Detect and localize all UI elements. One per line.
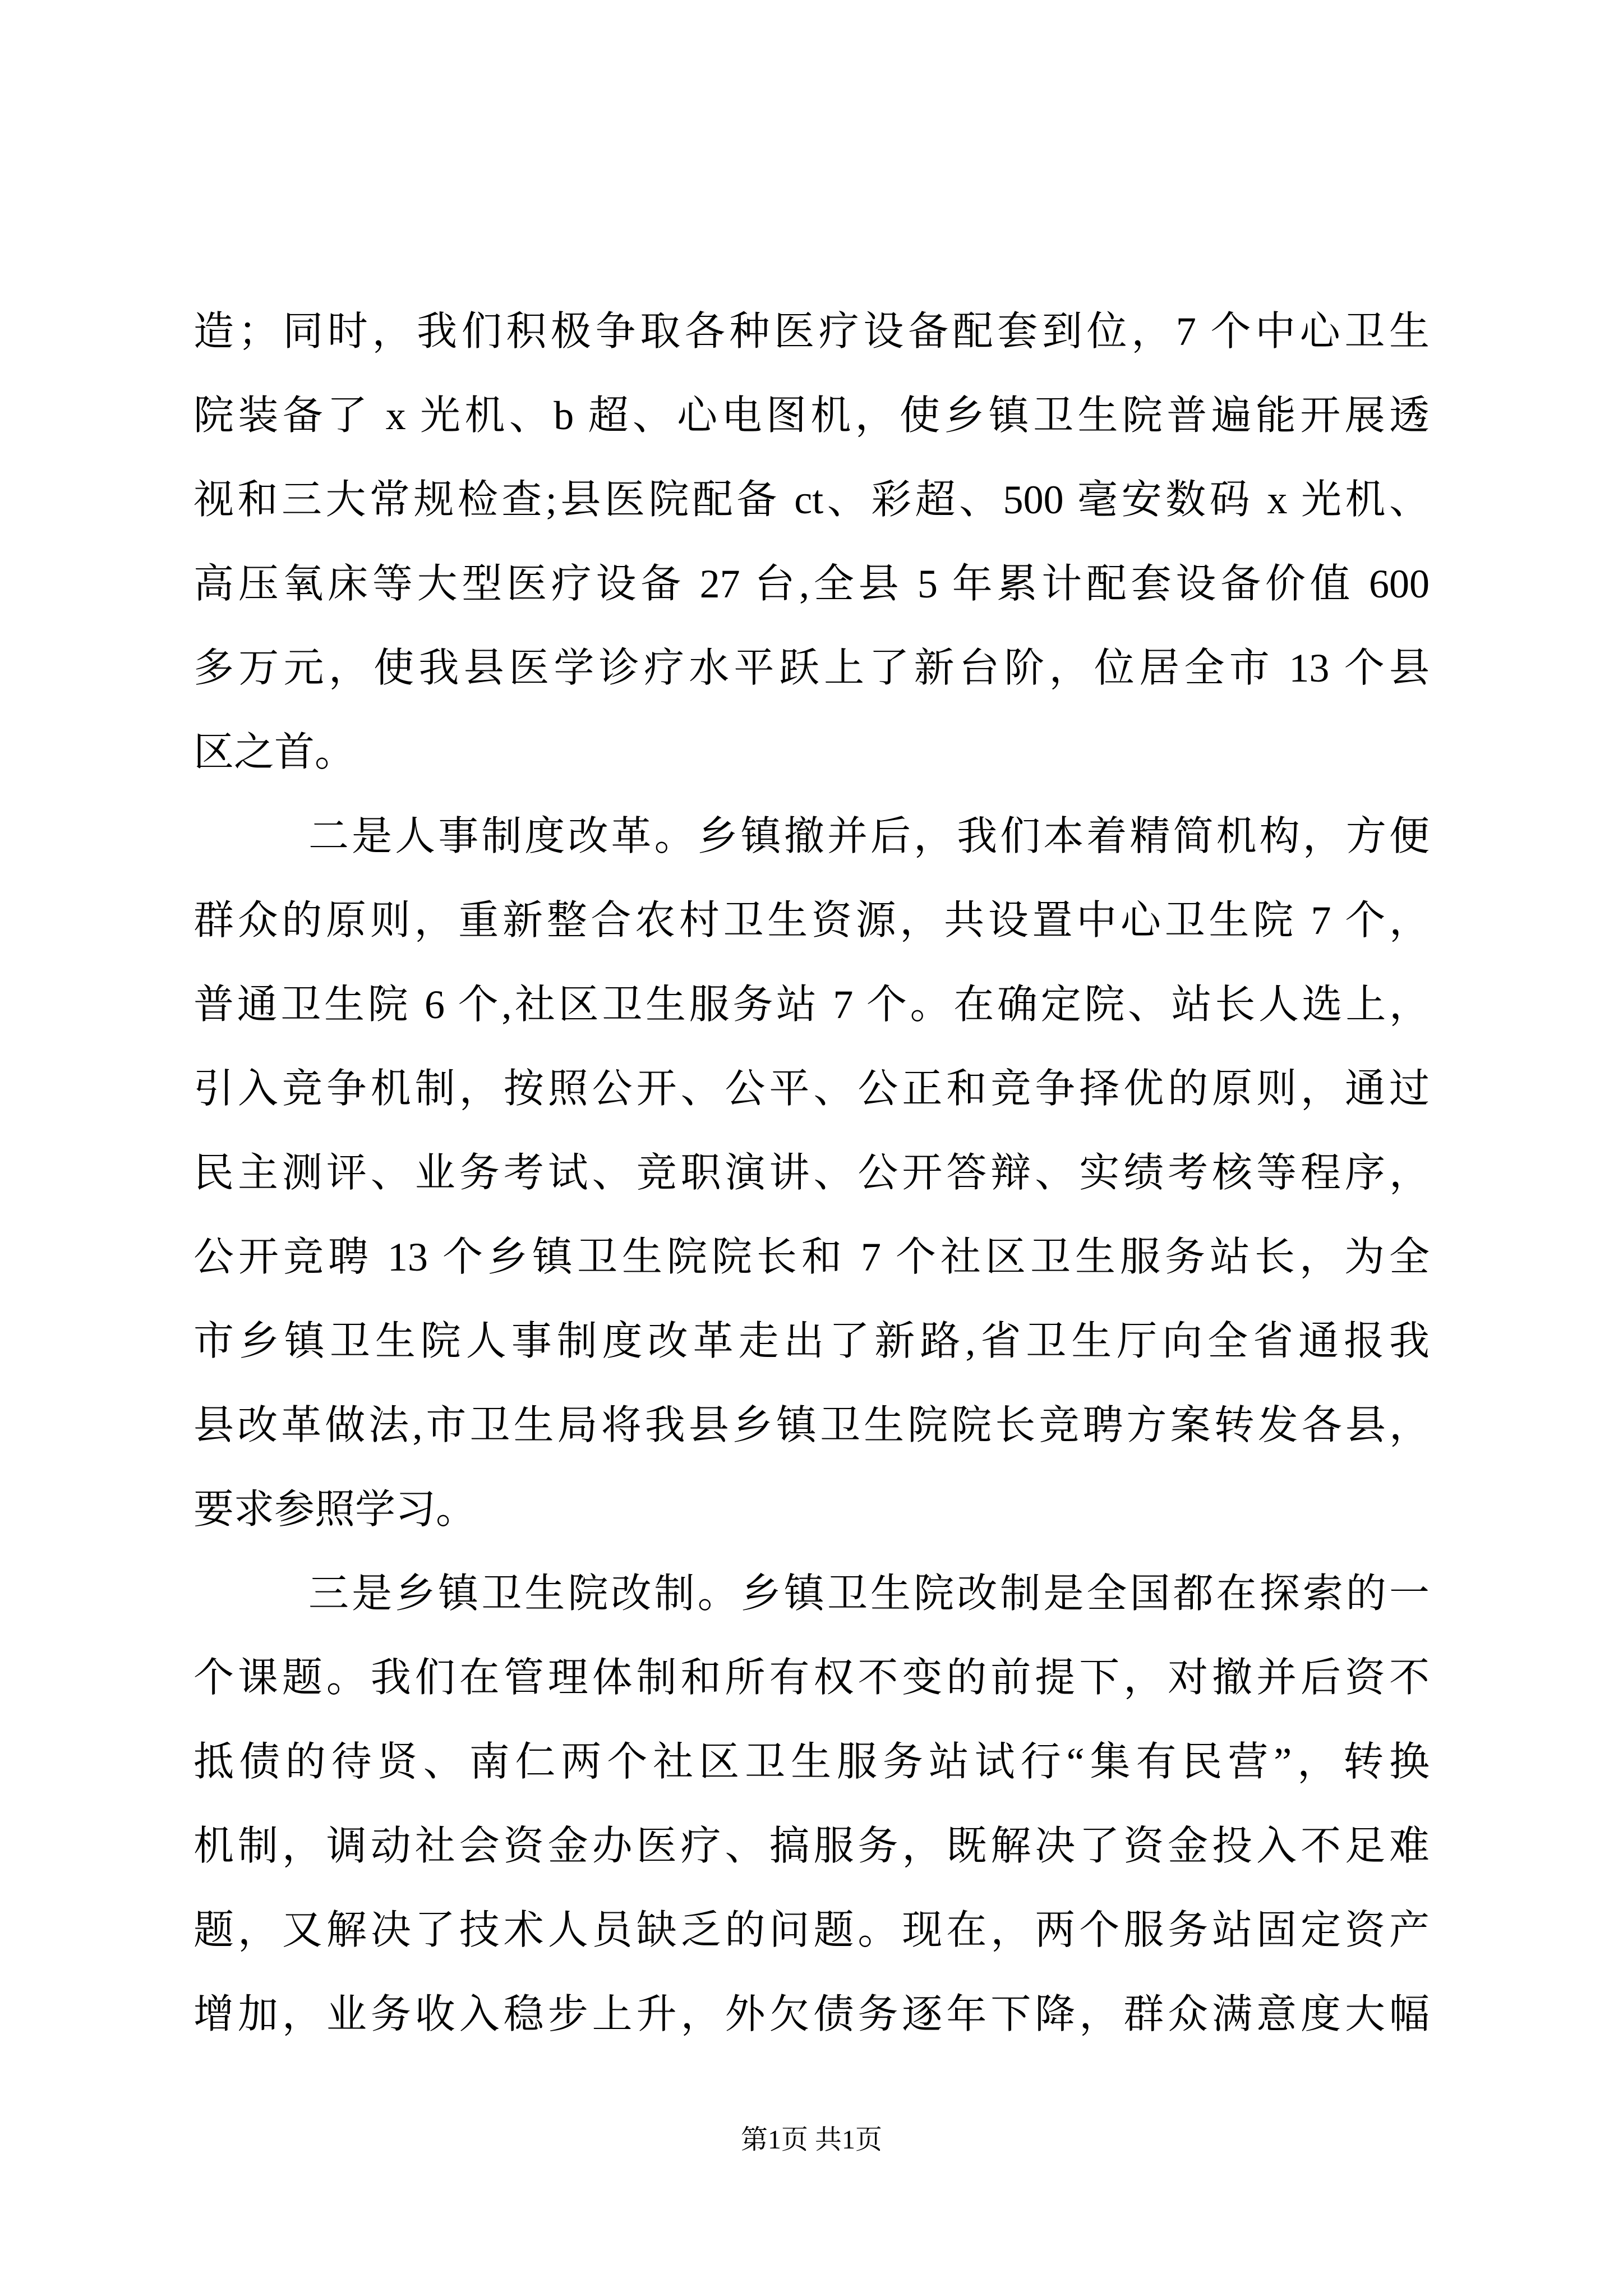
- paragraph-line: 视和三大常规检查;县医院配备 ct、彩超、500 毫安数码 x 光机、: [193, 477, 1430, 522]
- paragraph-line: 群众的原则，重新整合农村卫生资源，共设置中心卫生院 7 个，: [193, 898, 1430, 943]
- paragraph-line: 机制，调动社会资金办医疗、搞服务，既解决了资金投入不足难: [193, 1824, 1430, 1869]
- paragraph-line: 县改革做法,市卫生局将我县乡镇卫生院院长竞聘方案转发各县，: [193, 1403, 1430, 1448]
- paragraph-line: 要求参照学习。: [193, 1487, 477, 1532]
- paragraph-line: 民主测评、业务考试、竞职演讲、公开答辩、实绩考核等程序，: [193, 1151, 1430, 1195]
- paragraph-line: 二是人事制度改革。乡镇撤并后，我们本着精简机构，方便: [308, 814, 1430, 859]
- paragraph-line: 三是乡镇卫生院改制。乡镇卫生院改制是全国都在探索的一: [308, 1571, 1430, 1616]
- paragraph-line: 多万元，使我县医学诊疗水平跃上了新台阶，位居全市 13 个县: [193, 646, 1430, 691]
- paragraph-equipment: [193, 289, 1430, 794]
- paragraph-line: 增加，业务收入稳步上升，外欠债务逐年下降，群众满意度大幅: [193, 1992, 1430, 2037]
- paragraph-personnel-reform: [193, 794, 1430, 1552]
- paragraph-line: 引入竞争机制，按照公开、公平、公正和竞争择优的原则，通过: [193, 1066, 1430, 1111]
- page-footer: 第1页 共1页: [740, 2125, 882, 2155]
- paragraph-line: 高压氧床等大型医疗设备 27 台,全县 5 年累计配套设备价值 600: [193, 562, 1430, 606]
- paragraph-line: 题，又解决了技术人员缺乏的问题。现在，两个服务站固定资产: [193, 1908, 1430, 1953]
- paragraph-line: 造；同时，我们积极争取各种医疗设备配套到位，7 个中心卫生: [193, 309, 1430, 354]
- paragraph-line: 市乡镇卫生院人事制度改革走出了新路,省卫生厅向全省通报我: [193, 1319, 1430, 1364]
- paragraph-line: 普通卫生院 6 个,社区卫生服务站 7 个。在确定院、站长人选上，: [193, 982, 1430, 1027]
- paragraph-line: 抵债的待贤、南仁两个社区卫生服务站试行“集有民营”，转换: [193, 1740, 1430, 1784]
- paragraph-line: 公开竞聘 13 个乡镇卫生院院长和 7 个社区卫生服务站长，为全: [193, 1235, 1430, 1280]
- paragraph-line: 院装备了 x 光机、b 超、心电图机，使乡镇卫生院普遍能开展透: [193, 393, 1430, 438]
- paragraph-hospital-restructuring: [193, 1552, 1430, 2056]
- paragraph-line: 区之首。: [193, 730, 356, 775]
- paragraph-line: 个课题。我们在管理体制和所有权不变的前提下，对撤并后资不: [193, 1655, 1430, 1700]
